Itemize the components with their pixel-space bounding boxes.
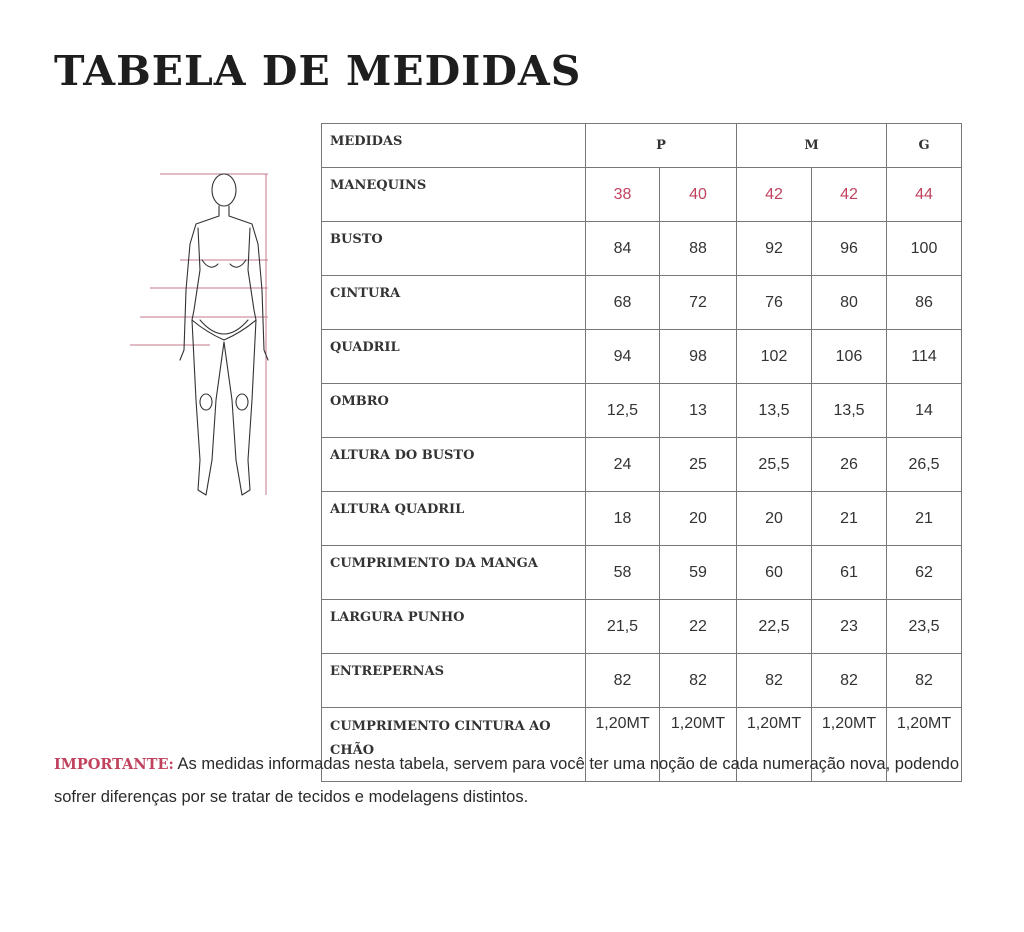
measure-cell: 92 [737,222,812,276]
table-row [322,492,962,546]
row-label: ALTURA QUADRIL [322,492,586,546]
measure-cell: 106 [812,330,887,384]
measure-cell: 25 [660,438,737,492]
measure-cell: 26 [812,438,887,492]
table-row [322,600,962,654]
table-row [322,546,962,600]
table-row [322,168,962,222]
row-label: LARGURA PUNHO [322,600,586,654]
measure-cell: 84 [586,222,660,276]
measure-cell: 25,5 [737,438,812,492]
measure-cell: 22,5 [737,600,812,654]
measure-cell: 76 [737,276,812,330]
row-label: BUSTO [322,222,586,276]
row-label: CINTURA [322,276,586,330]
measure-cell: 102 [737,330,812,384]
measure-cell: 26,5 [887,438,962,492]
mannequin-size-cell: 44 [887,168,962,222]
measure-cell: 1,20MT [887,708,962,782]
measure-cell: 68 [586,276,660,330]
measure-cell: 114 [887,330,962,384]
measure-cell: 20 [660,492,737,546]
mannequin-size-cell: 42 [812,168,887,222]
measure-cell: 96 [812,222,887,276]
measure-cell: 58 [586,546,660,600]
table-row [322,222,962,276]
mannequin-size-cell: 42 [737,168,812,222]
body-measurement-figure [120,160,310,520]
table-header-row [322,124,962,168]
measure-cell: 22 [660,600,737,654]
measure-cell: 94 [586,330,660,384]
measure-cell: 88 [660,222,737,276]
header-measures-label: MEDIDAS [322,124,586,168]
row-label: QUADRIL [322,330,586,384]
measure-cell: 21,5 [586,600,660,654]
header-size-g: G [887,124,962,168]
table-row [322,330,962,384]
important-label: IMPORTANTE: [54,756,174,773]
body-outline [180,174,268,495]
table-row [322,654,962,708]
measure-cell: 24 [586,438,660,492]
page-title: TABELA DE MEDIDAS [54,47,582,95]
measure-cell: 12,5 [586,384,660,438]
header-size-m: M [737,124,887,168]
measure-cell: 1,20MT [586,708,660,782]
table-row [322,438,962,492]
measure-cell: 82 [812,654,887,708]
mannequin-size-cell: 40 [660,168,737,222]
measure-cell: 82 [586,654,660,708]
measure-cell: 100 [887,222,962,276]
header-size-p: P [586,124,737,168]
measure-cell: 21 [812,492,887,546]
measure-cell: 60 [737,546,812,600]
measure-cell: 13,5 [812,384,887,438]
important-note [54,748,984,814]
measure-cell: 13 [660,384,737,438]
row-label: ENTREPERNAS [322,654,586,708]
measure-cell: 82 [737,654,812,708]
measure-cell: 86 [887,276,962,330]
mannequin-size-cell: 38 [586,168,660,222]
measure-cell: 1,20MT [737,708,812,782]
measure-cell: 62 [887,546,962,600]
measure-cell: 61 [812,546,887,600]
measure-cell: 23 [812,600,887,654]
important-text: As medidas informadas nesta tabela, servem para você ter uma noção de cada numeração nova, podendo sofrer diferenças por se tratar de tecidos e modelagens distintos. [54,755,960,806]
size-table [321,123,962,782]
measure-cell: 1,20MT [660,708,737,782]
row-label: MANEQUINS [322,168,586,222]
measure-cell: 80 [812,276,887,330]
measure-cell: 98 [660,330,737,384]
row-label: OMBRO [322,384,586,438]
measure-cell: 82 [887,654,962,708]
table-row [322,384,962,438]
measure-cell: 59 [660,546,737,600]
measure-cell: 1,20MT [812,708,887,782]
measure-cell: 21 [887,492,962,546]
measure-cell: 20 [737,492,812,546]
measure-cell: 18 [586,492,660,546]
measure-cell: 14 [887,384,962,438]
row-label: CUMPRIMENTO CINTURA AO CHÃO [322,708,586,782]
measure-cell: 82 [660,654,737,708]
table-row [322,276,962,330]
measure-cell: 72 [660,276,737,330]
row-label: ALTURA DO BUSTO [322,438,586,492]
row-label: CUMPRIMENTO DA MANGA [322,546,586,600]
measure-cell: 13,5 [737,384,812,438]
measure-cell: 23,5 [887,600,962,654]
